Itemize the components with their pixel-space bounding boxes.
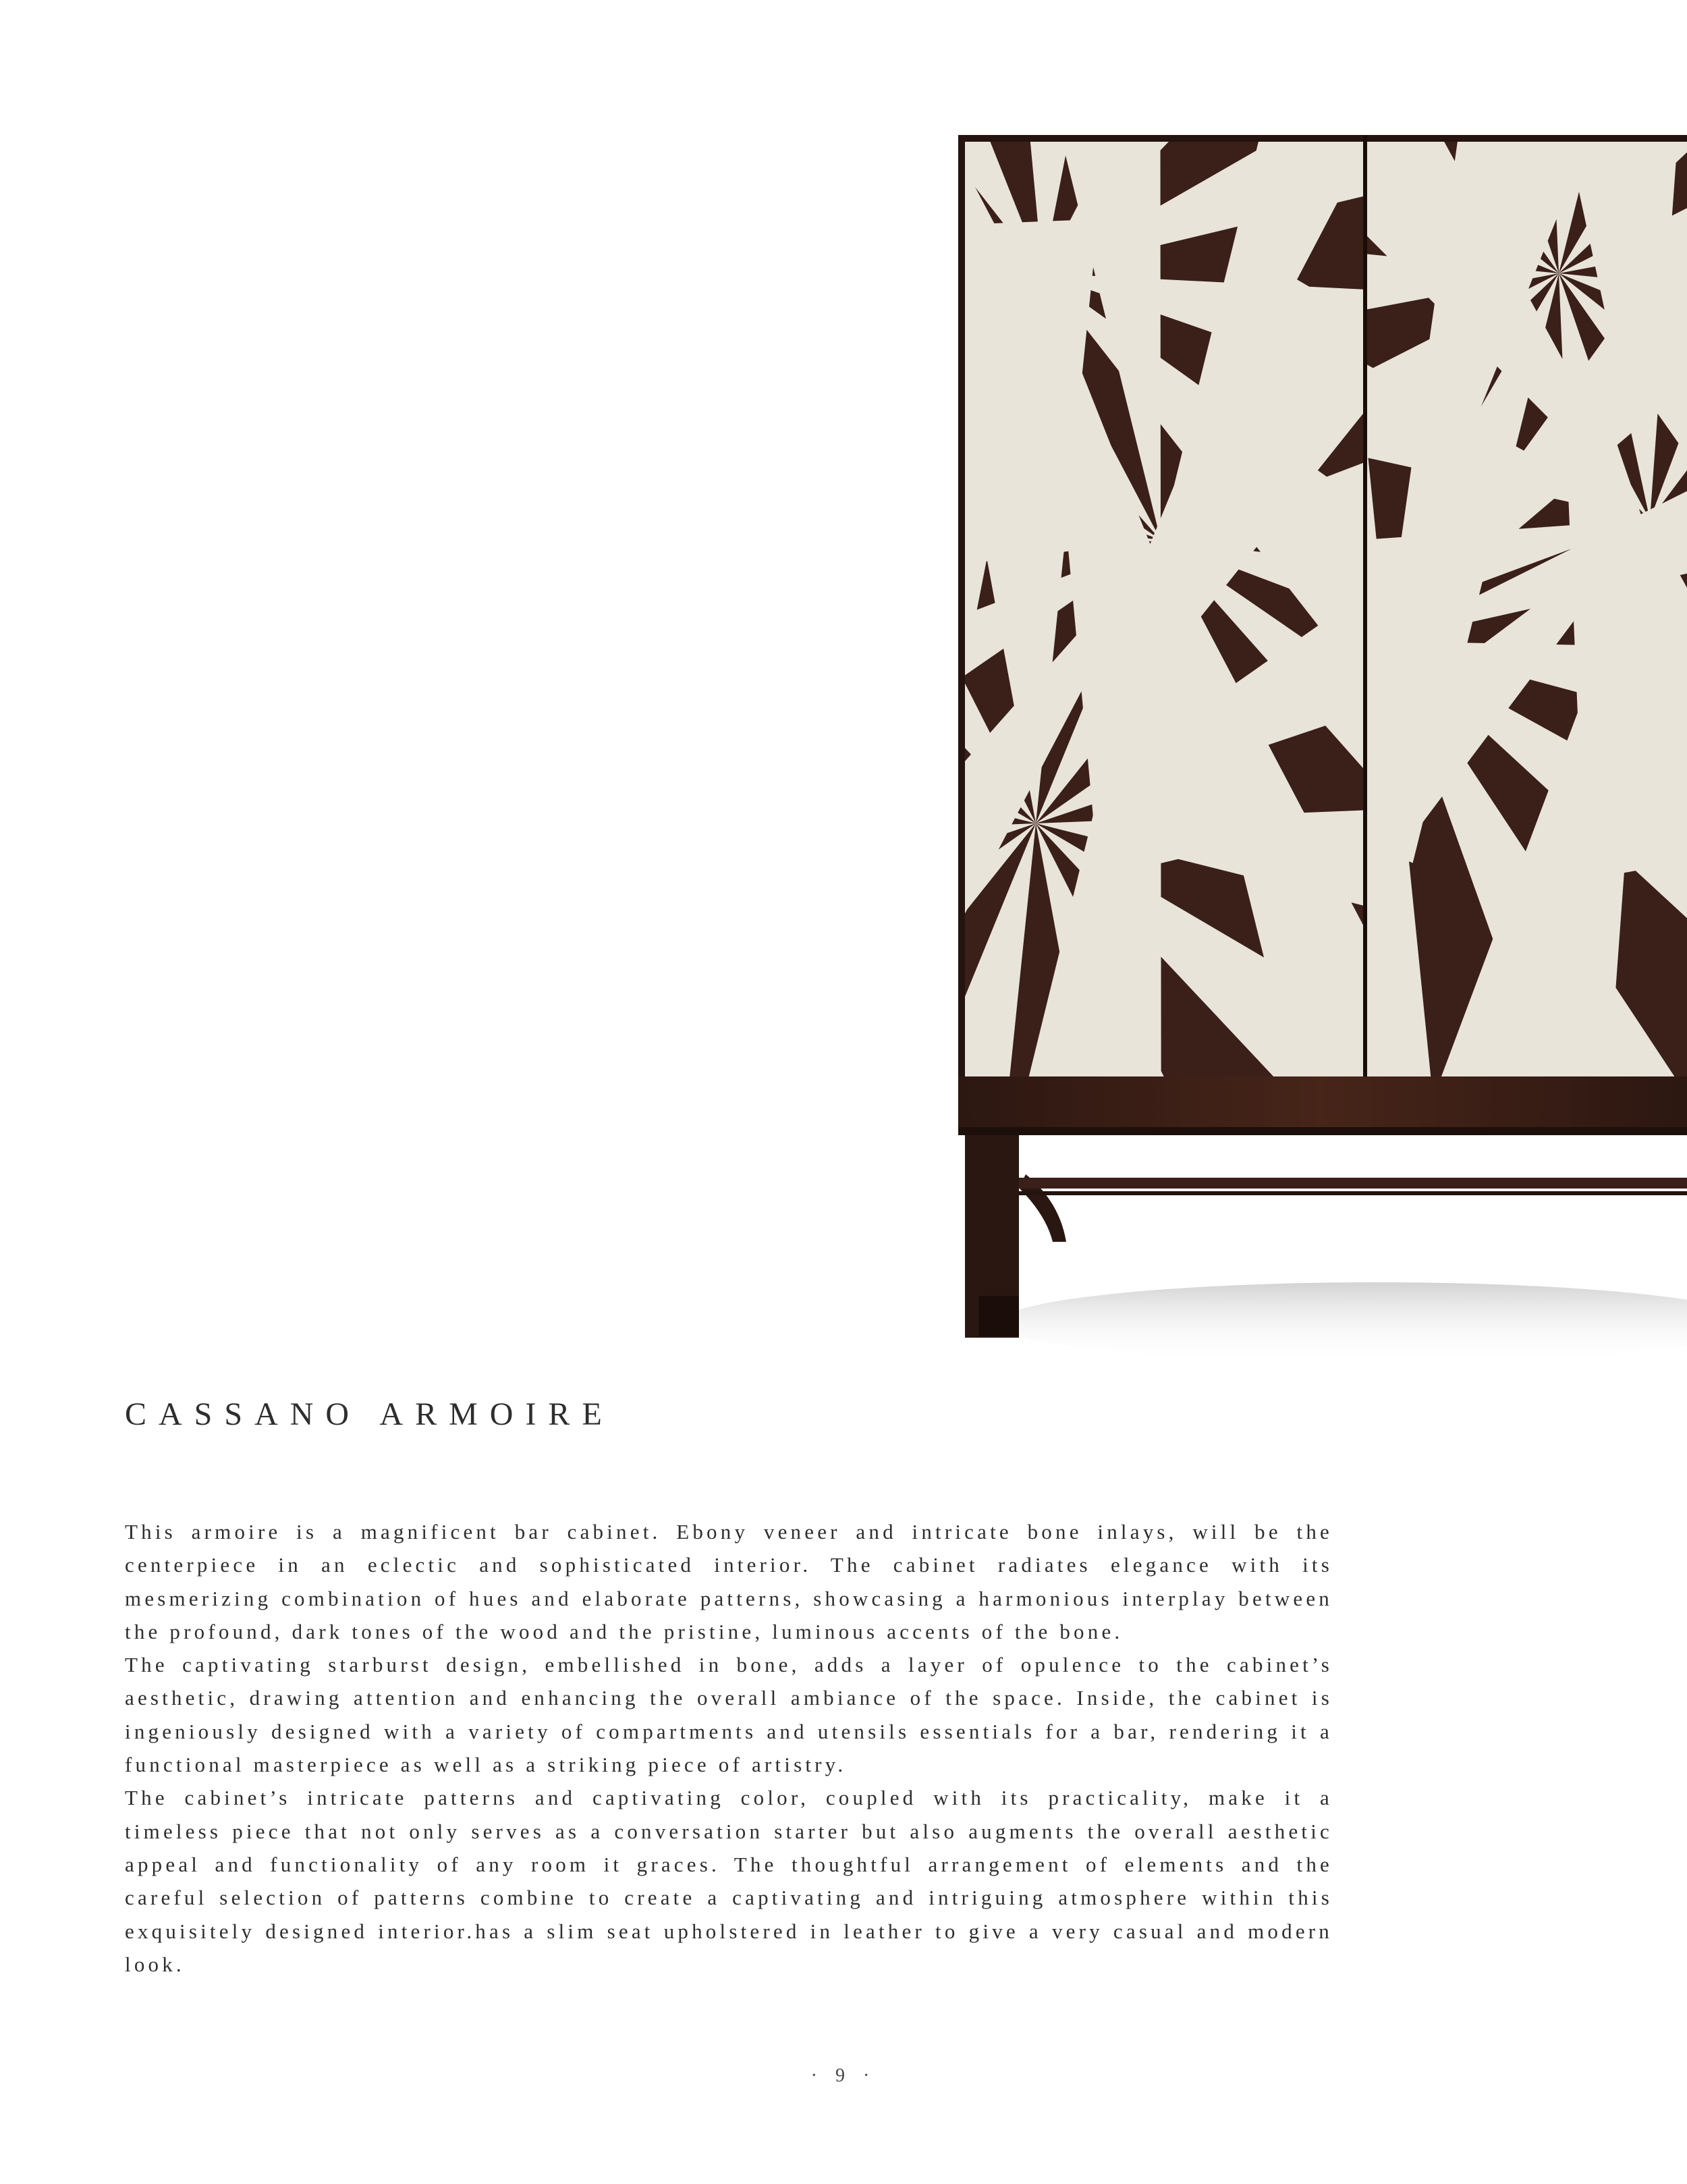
product-title: CASSANO ARMOIRE <box>125 1396 614 1432</box>
description-paragraph: This armoire is a magnificent bar cabinet. Ebony veneer and intricate bone inlays, will be the centerpiece in an eclectic and sophisticated interior. The cabinet radiates elegance with its mesmerizing combination of hues and elaborate patterns, showcasing a harmonious interplay between the profound, dark tones of the wood and the pristine, luminous accents of the bone. <box>125 1520 1333 1643</box>
product-description <box>125 1515 1333 1981</box>
description-paragraph: The captivating starburst design, embellished in bone, adds a layer of opulence to the cabinet’s aesthetic, drawing attention and enhancing the overall ambiance of the space. Inside, the cabinet is ingeniously designed with a variety of compartments and utensils essentials for a bar, rendering it a functional masterpiece as well as a striking piece of artistry. <box>125 1653 1333 1777</box>
description-paragraph: The cabinet’s intricate patterns and captivating color, coupled with its practicality, make it a timeless piece that not only serves as a conversation starter but also augments the overall aesthetic appeal and functionality of any room it graces. The thoughtful arrangement of elements and the careful selection of patterns combine to create a captivating and intriguing atmosphere within this exquisitely designed interior.has a slim seat upholstered in leather to give a very casual and modern look. <box>125 1786 1333 1976</box>
page-number: · 9 · <box>810 2065 877 2086</box>
armoire-illustration <box>958 135 1687 1384</box>
product-image <box>958 135 1687 1384</box>
door-split <box>1363 135 1367 1076</box>
floor-shadow <box>999 1282 1687 1363</box>
